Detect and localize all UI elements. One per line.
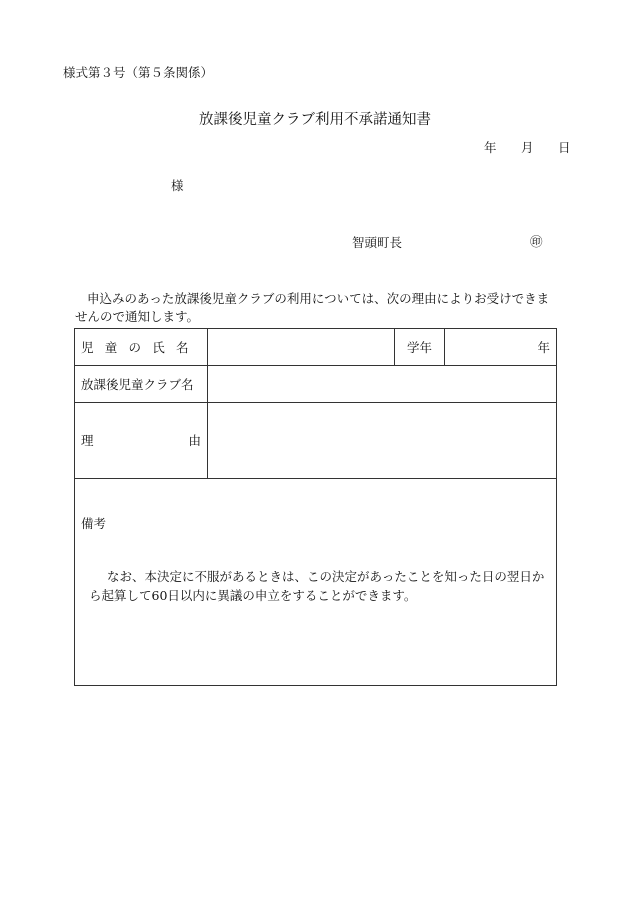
child-name-label: 児童の氏名 (81, 339, 200, 355)
document-title: 放課後児童クラブ利用不承諾通知書 (199, 112, 431, 128)
child-name-field[interactable] (208, 329, 395, 366)
club-name-label: 放課後児童クラブ名 (81, 376, 194, 392)
notes-text: なお、本決定に不服があるときは、この決定があったことを知った日の翌日から起算して60日以内に異議の申立をすることができます。 (89, 569, 545, 603)
club-name-field[interactable] (208, 366, 557, 403)
issuer-name: 智頭町長 (352, 235, 403, 250)
club-name-label-cell (75, 366, 208, 403)
reason-label (75, 433, 207, 448)
reason-label-right: 由 (188, 433, 201, 448)
grade-field[interactable] (445, 329, 557, 366)
notes-label: 備考 (81, 516, 107, 531)
notice-body-text: 申込みのあった放課後児童クラブの利用については、次の理由によりお受けできませんので通知します。 (75, 291, 550, 324)
notice-form-table (74, 328, 557, 686)
date-day-label: 日 (558, 140, 571, 155)
grade-label: 学年 (406, 339, 432, 355)
reason-label-left: 理 (81, 433, 94, 448)
reason-field[interactable] (208, 403, 557, 479)
grade-unit-label: 年 (537, 339, 550, 355)
notes-cell (75, 479, 557, 686)
form-number: 様式第３号（第５条関係） (63, 65, 214, 80)
club-name-row (75, 366, 557, 403)
notes-row (75, 479, 557, 686)
reason-row (75, 403, 557, 479)
child-name-row (75, 329, 557, 366)
seal-mark: ㊞ (530, 234, 543, 249)
reason-label-cell (75, 403, 208, 479)
child-name-label-cell (75, 329, 208, 366)
grade-label-cell (395, 329, 445, 366)
date-month-label: 月 (521, 140, 534, 155)
date-year-label: 年 (484, 140, 497, 155)
addressee-honorific: 様 (171, 178, 184, 193)
